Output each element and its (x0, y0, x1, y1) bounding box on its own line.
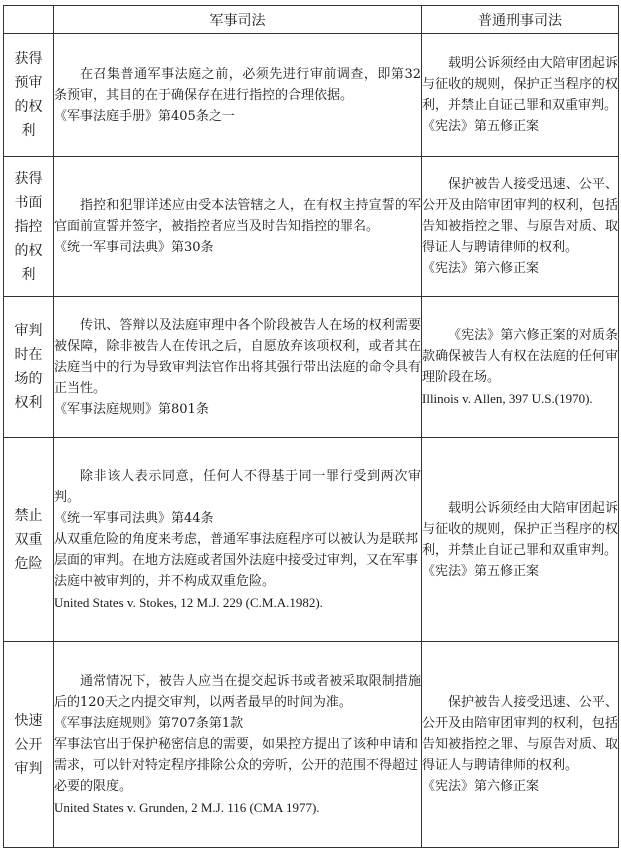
civilian-text: 保护被告人接受迅速、公平、公开及由陪审团审判的权利，包括告知被指控之罪、与原告对质、取得证人与聘请律师的权利。 (422, 177, 618, 255)
civilian-text: 《宪法》第六修正案的对质条款确保被告人有权在法庭的任何审理阶段在场。 (422, 328, 618, 385)
military-cell (54, 34, 422, 157)
table-row (4, 157, 619, 297)
military-text: 传讯、答辩以及法庭审理中各个阶段被告人在场的权利需要被保障，除非被告人在传讯之后，自愿放弃该项权利，或者其在法庭当中的行为导致审判法官作出将其强行带出法庭的命令具有正当性。 (54, 317, 421, 396)
military-text: 从双重危险的角度来考虑，普通军事法庭程序可以被认为是联邦层面的审判。在地方法庭或者国外法庭中接受过审判，又在军事法庭中被审判的，并不构成双重危险。 (54, 532, 419, 589)
civilian-citation: 《宪法》第五修正案 (422, 119, 540, 134)
civilian-citation: 《宪法》第六修正案 (422, 779, 540, 794)
military-citation: 《统一军事司法典》第44条 (54, 511, 214, 526)
row-topic: 快速公开审判 (4, 642, 54, 848)
comparison-table (3, 5, 619, 848)
table-row (4, 642, 619, 848)
row-topic: 获得预审的权利 (4, 34, 54, 157)
military-text: 指控和犯罪详述应由受本法管辖之人，在有权主持宣誓的军官面前宣誓并签字，被指控者应当及时告知指控的罪名。 (54, 198, 421, 234)
military-citation: 《统一军事司法典》第30条 (54, 240, 214, 255)
header-topic (4, 6, 54, 34)
table-row (4, 34, 619, 157)
military-citation: 《军事法庭规则》第801条 (54, 401, 209, 417)
civilian-case-citation: Illinois v. Allen, 397 U.S.(1970). (422, 391, 593, 406)
civilian-text: 保护被告人接受迅速、公平、公开及由陪审团审判的权利，包括告知被指控之罪、与原告对质、取得证人与聘请律师的权利。 (422, 695, 618, 773)
header-military-justice: 军事司法 (54, 6, 422, 34)
table-header-row (4, 6, 619, 34)
civilian-cell (422, 34, 619, 157)
military-text: 除非该人表示同意，任何人不得基于同一罪行受到两次审判。 (54, 469, 421, 505)
civilian-cell (422, 297, 619, 438)
civilian-cell (422, 642, 619, 848)
header-civilian-justice: 普通刑事司法 (422, 6, 619, 34)
military-case-citation: United States v. Grunden, 2 M.J. 116 (CMA 1977). (54, 800, 320, 815)
military-cell (54, 642, 422, 848)
row-topic: 禁止双重危险 (4, 438, 54, 642)
military-citation: 《军事法庭手册》第405条之一 (54, 108, 235, 124)
military-case-citation: United States v. Stokes, 12 M.J. 229 (C.M.A.1982). (54, 595, 323, 610)
military-cell (54, 438, 422, 642)
table-row (4, 438, 619, 642)
military-cell (54, 297, 422, 438)
civilian-cell (422, 157, 619, 297)
military-text: 军事法官出于保护秘密信息的需要，如果控方提出了该种申请和需求，可以针对特定程序排除公众的旁听，公开的范围不得超过必要的限度。 (54, 737, 419, 794)
row-topic: 审判时在场的权利 (4, 297, 54, 438)
military-text: 通常情况下，被告人应当在提交起诉书或者被采取限制措施后的120天之内提交审判，以两者最早的时间为准。 (54, 674, 421, 710)
row-topic: 获得书面指控的权利 (4, 157, 54, 297)
civilian-cell (422, 438, 619, 642)
table-row (4, 297, 619, 438)
military-citation: 《军事法庭规则》第707条第1款 (54, 716, 244, 731)
military-cell (54, 157, 422, 297)
civilian-citation: 《宪法》第六修正案 (422, 261, 540, 276)
military-text: 在召集普通军事法庭之前，必须先进行审前调查，即第32条预审，其目的在于确保存在进行指控的合理依据。 (54, 66, 421, 103)
civilian-text: 载明公诉须经由大陪审团起诉与征收的规则，保护正当程序的权利，并禁止自证己罪和双重审判。 (422, 500, 618, 558)
civilian-citation: 《宪法》第五修正案 (422, 563, 540, 579)
civilian-text: 载明公诉须经由大陪审团起诉与征收的规则，保护正当程序的权利，并禁止自证己罪和双重审判。 (422, 56, 618, 113)
